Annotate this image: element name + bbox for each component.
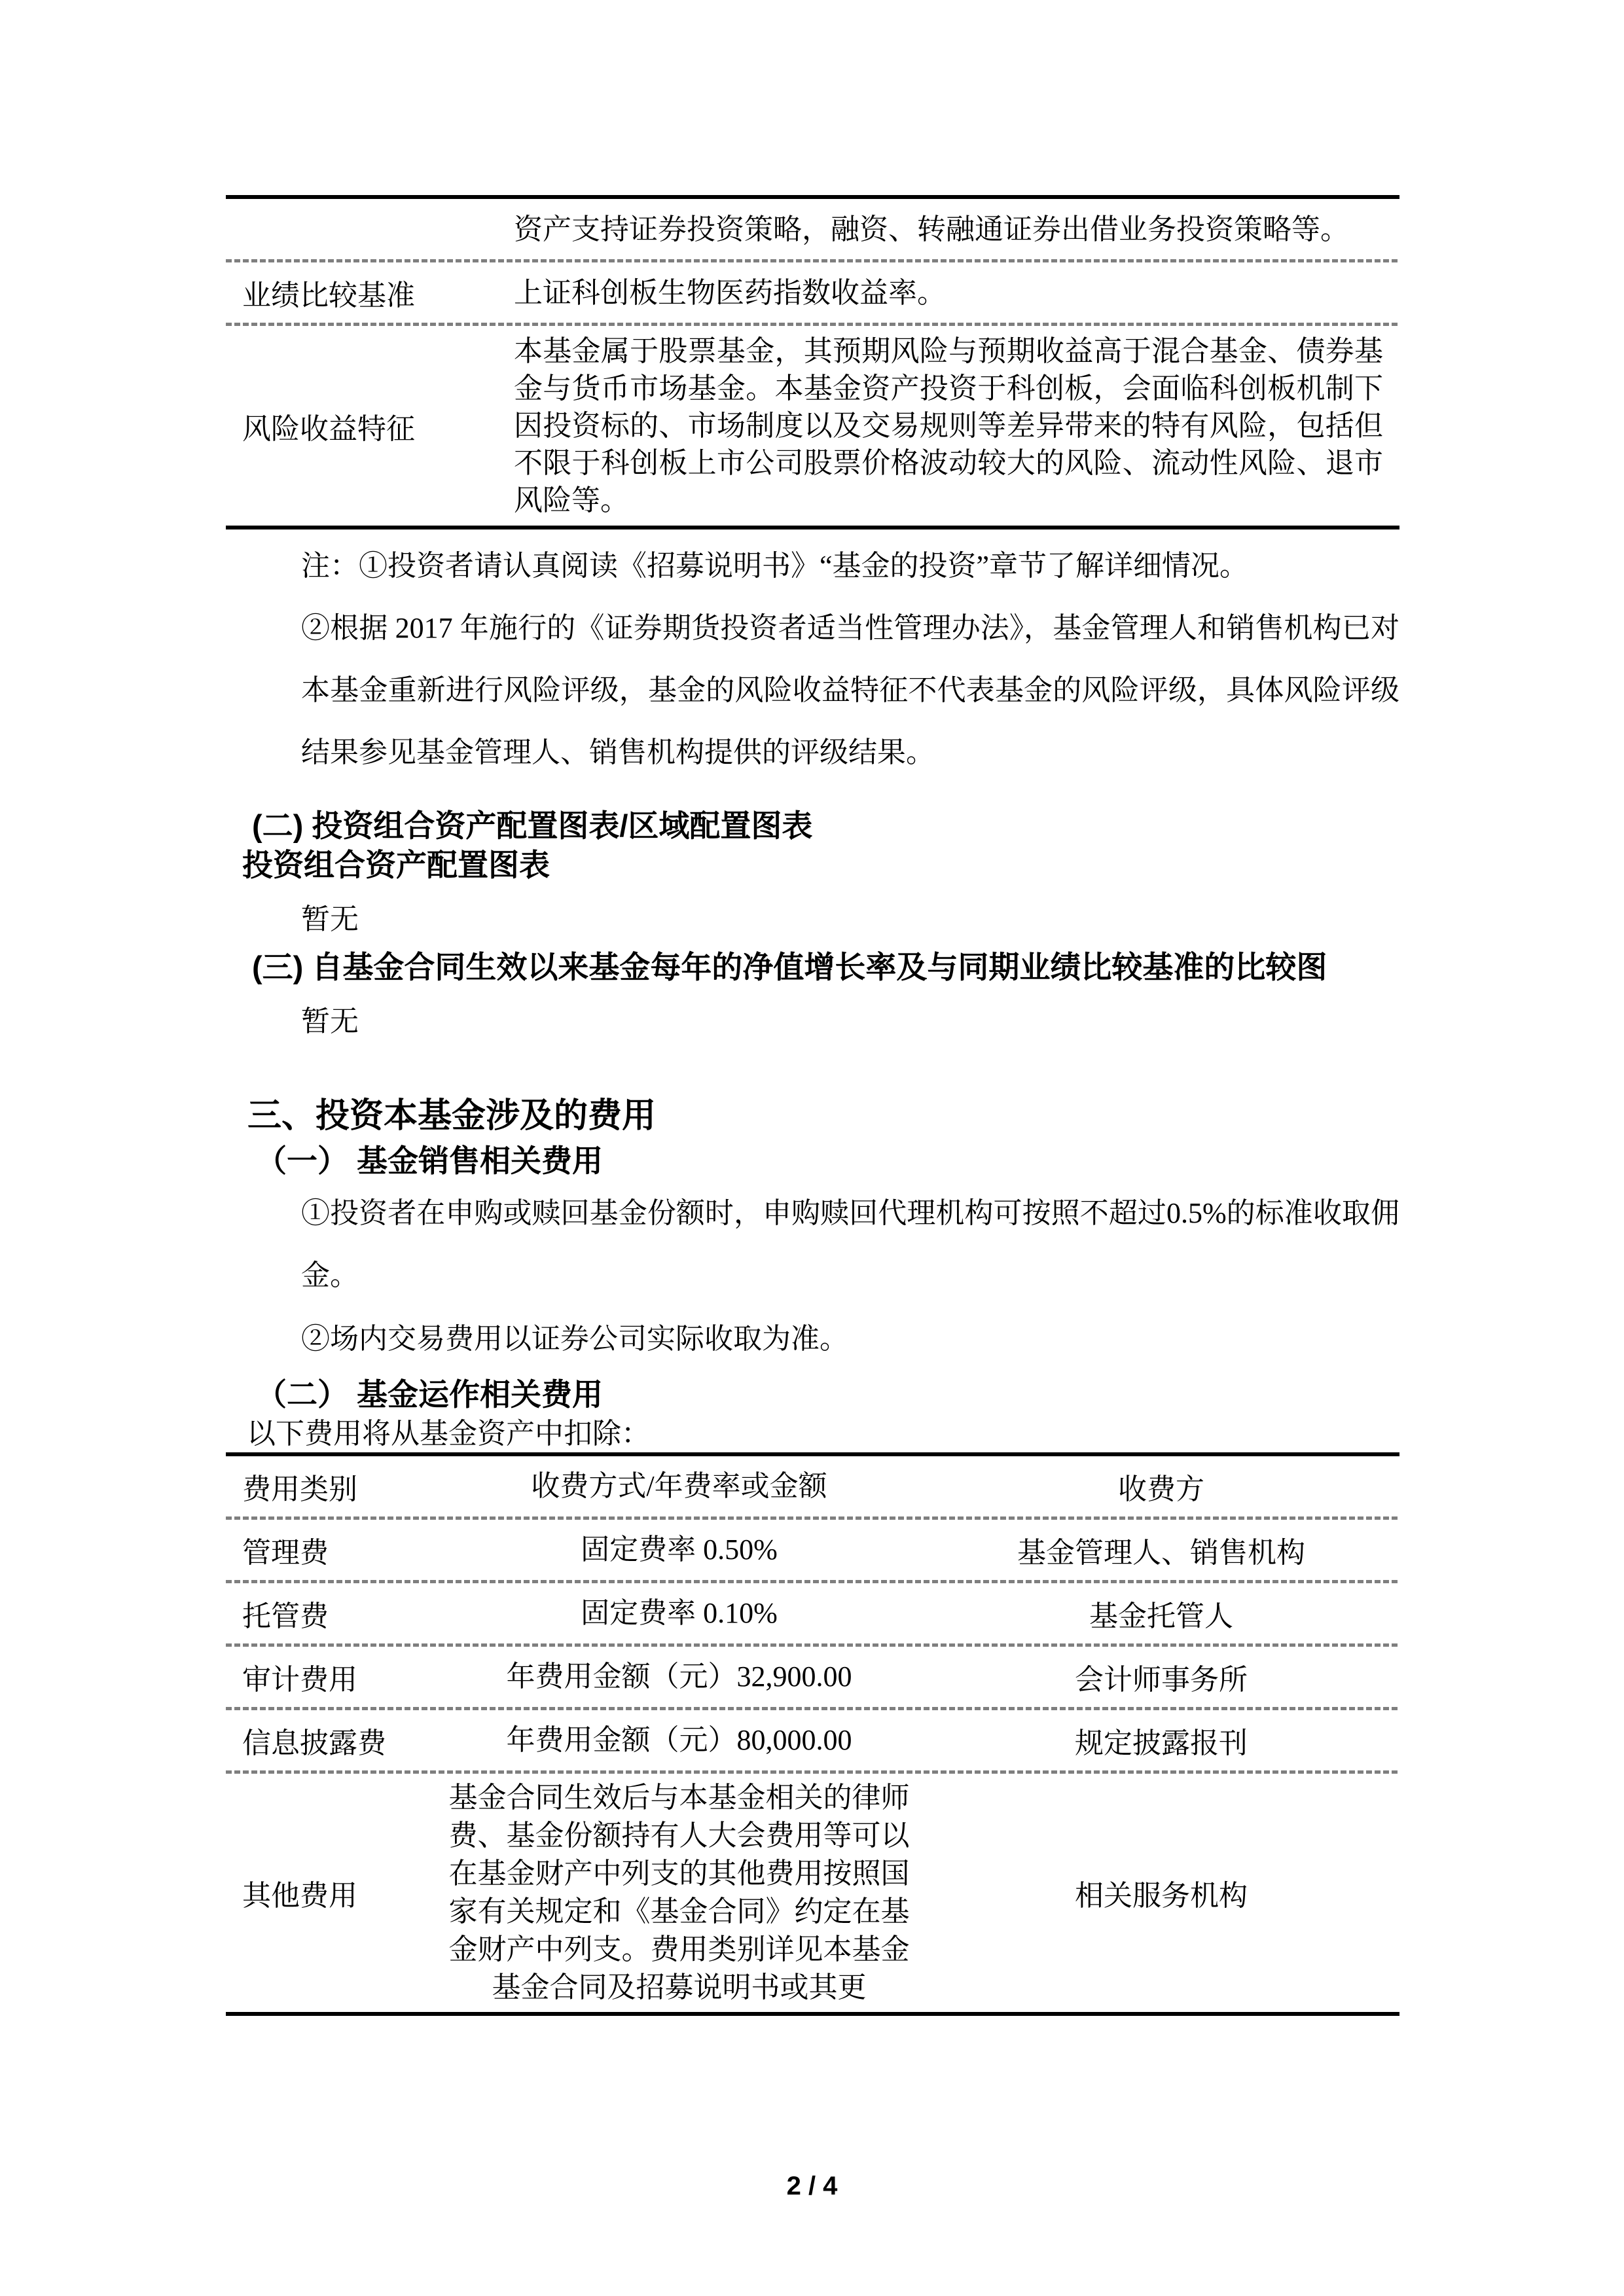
heading-sale-fees: （一） 基金销售相关费用 [256, 1143, 604, 1178]
fee-table-intro: 以下费用将从基金资产中扣除： [247, 1418, 650, 1450]
section-heading-2: (二) 投资组合资产配置图表/区域配置图表 [252, 808, 813, 843]
sale-fee-item-1: ①投资者在申购或赎回基金份额时，申购赎回代理机构可按照不超过0.5%的标准收取佣金。 [301, 1197, 1399, 1291]
fee-category: 信息披露费 [242, 1727, 386, 1759]
placeholder-text: 暂无 [301, 903, 359, 935]
placeholder-text: 暂无 [301, 1005, 359, 1037]
fee-method: 年费用金额（元）32,900.00 [506, 1660, 852, 1693]
fee-table-row [226, 1583, 1399, 1643]
table-row [226, 262, 1399, 323]
page-number: 2 / 4 [786, 2172, 838, 2200]
row-label: 风险收益特征 [242, 412, 415, 445]
fee-method: 固定费率 0.50% [581, 1534, 778, 1566]
note-paragraph: 注：①投资者请认真阅读《招募说明书》“基金的投资”章节了解详细情况。 [301, 550, 1249, 582]
column-header-payee: 收费方 [1118, 1473, 1204, 1505]
fee-method: 年费用金额（元）80,000.00 [506, 1724, 852, 1756]
fee-table-row [226, 1647, 1399, 1707]
fee-table-row [226, 1774, 1399, 2012]
row-content: 上证科创板生物医药指数收益率。 [514, 276, 946, 309]
fee-payee: 相关服务机构 [1075, 1880, 1248, 1912]
fee-table [226, 1452, 1399, 2016]
fee-method: 固定费率 0.10% [581, 1597, 778, 1629]
fee-method: 基金合同生效后与本基金相关的律师费、基金份额持有人大会费用等可以在基金财产中列支的其他费用按照国家有关规定和《基金合同》约定在基金财产中列支。费用类别详见本基金基金合同及招募说明书或其更 [448, 1782, 910, 2003]
row-label: 业绩比较基准 [242, 279, 415, 312]
fee-payee: 基金管理人、销售机构 [1017, 1537, 1305, 1569]
part-heading-fees: 三、投资本基金涉及的费用 [247, 1097, 657, 1135]
row-content: 资产支持证券投资策略，融资、转融通证券出借业务投资策略等。 [514, 213, 1349, 245]
column-header-category: 费用类别 [242, 1473, 357, 1505]
fee-table-header-row [226, 1456, 1399, 1516]
heading-operation-fees: （二） 基金运作相关费用 [256, 1377, 604, 1412]
fee-table-row [226, 1710, 1399, 1770]
row-content: 本基金属于股票基金，其预期风险与预期收益高于混合基金、债券基金与货币市场基金。本基金资产投资于科创板，会面临科创板机制下因投资标的、市场制度以及交易规则等差异带来的特有风险，包括但不限于科创板上市公司股票价格波动较大的风险、流动性风险、退市风险等。 [514, 335, 1383, 516]
fee-category: 审计费用 [242, 1664, 357, 1696]
fee-payee: 会计师事务所 [1075, 1664, 1248, 1696]
column-header-method: 收费方式/年费率或金额 [531, 1470, 827, 1502]
fee-table-row [226, 1520, 1399, 1580]
note-paragraph: ②根据 2017 年施行的《证券期货投资者适当性管理办法》，基金管理人和销售机构已对本基金重新进行风险评级，基金的风险收益特征不代表基金的风险评级，具体风险评级结果参见基金管理人、销售机构提供的评级结果。 [301, 612, 1399, 768]
section-heading-3: (三) 自基金合同生效以来基金每年的净值增长率及与同期业绩比较基准的比较图 [252, 950, 1327, 984]
fee-category: 托管费 [242, 1600, 329, 1632]
notes-block [301, 535, 1399, 783]
fee-category: 管理费 [242, 1537, 329, 1569]
fee-payee: 基金托管人 [1089, 1600, 1233, 1632]
fee-category: 其他费用 [242, 1880, 357, 1912]
fee-payee: 规定披露报刊 [1075, 1727, 1248, 1759]
section-subheading: 投资组合资产配置图表 [242, 848, 550, 882]
document-page [226, 195, 1399, 2016]
table-row [226, 326, 1399, 526]
table-row [226, 199, 1399, 259]
risk-table [226, 195, 1399, 529]
sale-fee-item-2: ②场内交易费用以证券公司实际收取为准。 [301, 1323, 848, 1355]
